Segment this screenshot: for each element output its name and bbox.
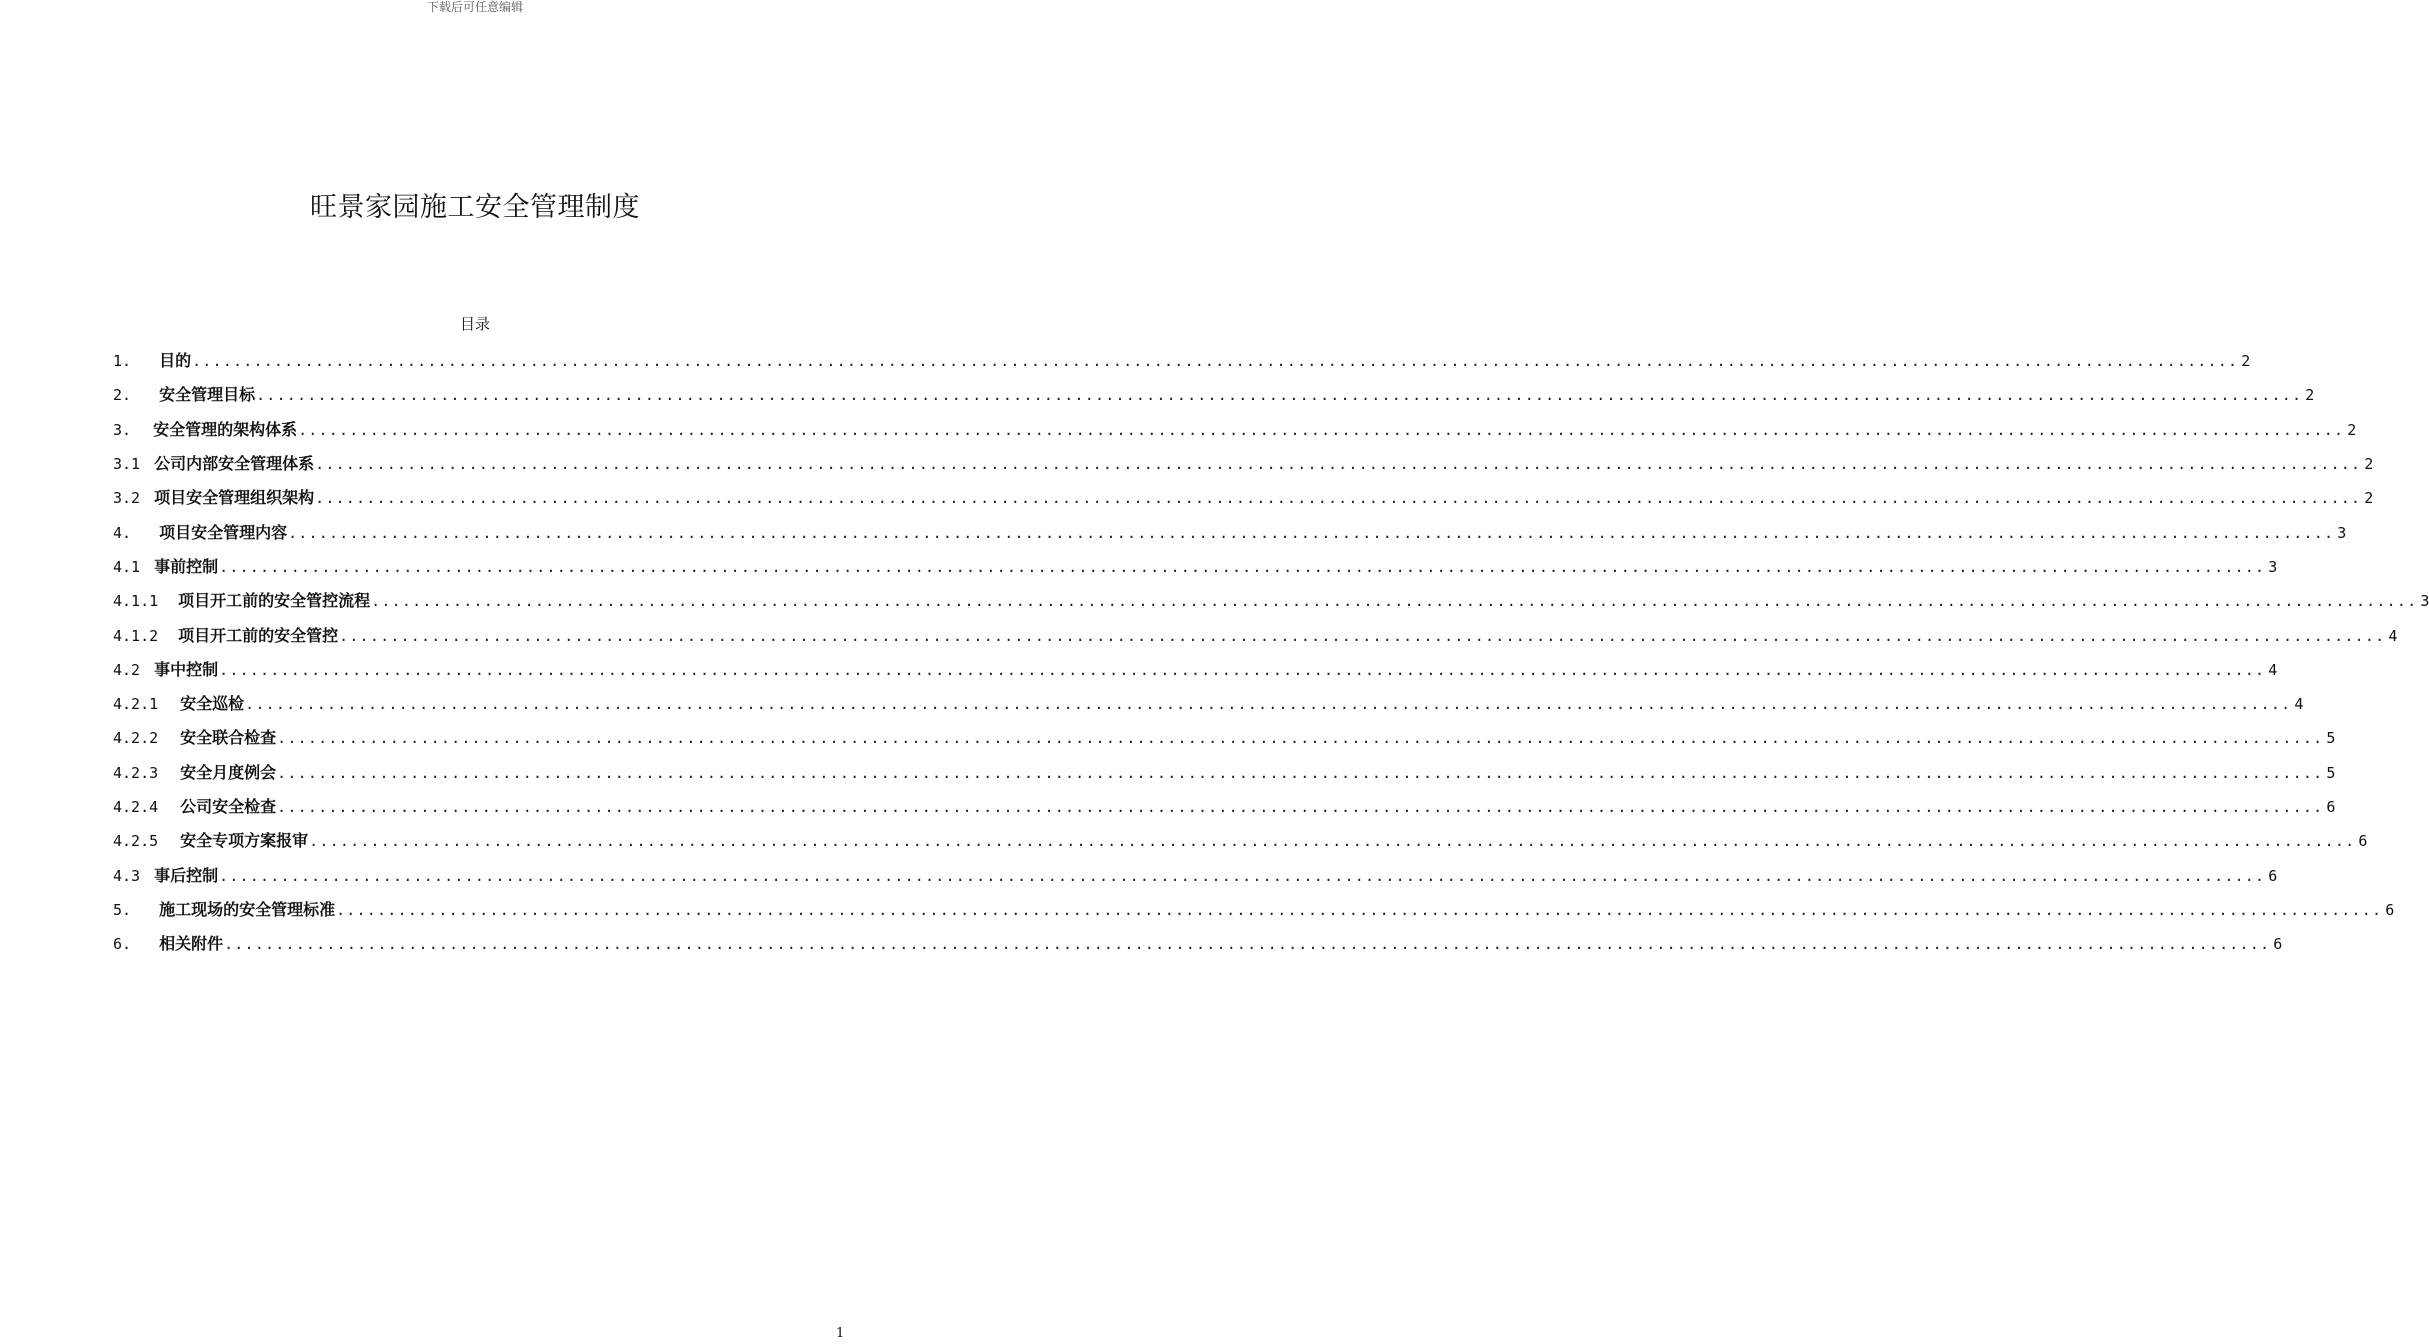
toc-entry-title: 事前控制 <box>154 556 219 576</box>
toc-entry-page: 6 <box>2358 832 2368 851</box>
footer-page-number: 1 <box>836 1326 845 1341</box>
toc-entry[interactable] <box>113 447 2374 481</box>
toc-dot-leader: ........................................................................................................................................................................................................ <box>339 626 2386 645</box>
toc-entry[interactable] <box>113 687 2304 721</box>
toc-entry-title: 项目开工前的安全管控 <box>178 625 339 645</box>
toc-dot-leader: ........................................................................................................................................................................................................ <box>315 489 2362 508</box>
toc-entry-page: 2 <box>2364 455 2374 474</box>
toc-dot-leader: ........................................................................................................................................................................................................ <box>219 866 2266 885</box>
toc-entry-title: 安全联合检查 <box>180 728 277 748</box>
toc-entry-title: 安全专项方案报审 <box>180 831 309 851</box>
toc-entry-number: 4.2 <box>113 660 141 679</box>
toc-entry-number: 4.2.1 <box>113 695 159 714</box>
toc-entry-title: 事后控制 <box>154 865 219 885</box>
toc-entry-page: 3 <box>2420 592 2429 611</box>
toc-dot-leader: ........................................................................................................................................................................................................ <box>256 386 2303 405</box>
toc-entry-title: 施工现场的安全管理标准 <box>159 899 336 919</box>
toc-entry-page: 3 <box>2268 557 2278 576</box>
toc-entry-number: 4.1.2 <box>113 626 159 645</box>
toc-entry-page: 5 <box>2326 763 2336 782</box>
toc-dot-leader: ........................................................................................................................................................................................................ <box>219 557 2266 576</box>
toc-entry-title: 公司内部安全管理体系 <box>154 454 315 474</box>
toc-entry[interactable] <box>113 893 2395 927</box>
toc-entry-number: 2. <box>113 386 132 405</box>
toc-dot-leader: ........................................................................................................................................................................................................ <box>219 660 2266 679</box>
toc-entry[interactable] <box>113 927 2283 961</box>
toc-entry-page: 2 <box>2364 489 2374 508</box>
toc-dot-leader: ........................................................................................................................................................................................................ <box>336 900 2383 919</box>
toc-entry-title: 安全月度例会 <box>180 762 277 782</box>
toc-entry-title: 安全管理的架构体系 <box>153 419 298 439</box>
toc-dot-leader: ........................................................................................................................................................................................................ <box>277 763 2324 782</box>
toc-entry-title: 项目安全管理组织架构 <box>154 488 315 508</box>
toc-entry[interactable] <box>113 413 2357 447</box>
toc-entry-number: 6. <box>113 935 132 954</box>
toc-entry[interactable] <box>113 618 2398 652</box>
toc-entry[interactable] <box>113 824 2368 858</box>
toc-entry[interactable] <box>113 515 2347 549</box>
toc-dot-leader: ........................................................................................................................................................................................................ <box>277 798 2324 816</box>
toc-entry[interactable] <box>113 584 2429 618</box>
toc-entry[interactable] <box>113 721 2336 755</box>
toc-entry-page: 4 <box>2294 695 2304 714</box>
toc-entry-number: 3. <box>113 420 132 439</box>
header-note: 下载后可任意编辑 <box>426 0 523 14</box>
toc-dot-leader: ........................................................................................................................................................................................................ <box>371 592 2418 611</box>
document-title: 旺景家园施工安全管理制度 <box>310 192 640 223</box>
toc-entry-page: 6 <box>2385 900 2395 919</box>
toc-entry-number: 4.3 <box>113 866 141 885</box>
toc-entry[interactable] <box>113 378 2315 412</box>
toc-entry-page: 3 <box>2337 523 2347 542</box>
toc-entry[interactable] <box>113 481 2374 515</box>
toc-entry-page: 4 <box>2268 660 2278 679</box>
toc-entry-number: 4.1.1 <box>113 592 159 611</box>
toc-entry-number: 4.1 <box>113 557 141 576</box>
toc-dot-leader: ........................................................................................................................................................................................................ <box>277 729 2324 748</box>
toc-entry-title: 相关附件 <box>159 934 224 954</box>
toc-entry-number: 5. <box>113 900 132 919</box>
toc-dot-leader: ........................................................................................................................................................................................................ <box>245 695 2292 714</box>
toc-entry[interactable] <box>113 344 2251 378</box>
toc-entry[interactable] <box>113 653 2278 687</box>
toc-entry[interactable] <box>113 790 2336 824</box>
toc-entry-number: 3.1 <box>113 455 141 474</box>
toc-dot-leader: ........................................................................................................................................................................................................ <box>309 832 2356 851</box>
toc-entry-page: 6 <box>2273 935 2283 954</box>
toc-entry[interactable] <box>113 550 2278 584</box>
toc-entry-title: 事中控制 <box>154 659 219 679</box>
toc-entry-number: 4.2.2 <box>113 729 159 748</box>
toc-entry-page: 2 <box>2305 386 2315 405</box>
toc-entry-page: 6 <box>2268 866 2278 885</box>
toc-entry-number: 4.2.3 <box>113 763 159 782</box>
toc-entry-number: 3.2 <box>113 489 141 508</box>
toc-dot-leader: ........................................................................................................................................................................................................ <box>224 935 2271 954</box>
toc-entry-page: 4 <box>2388 626 2398 645</box>
toc-dot-leader: ........................................................................................................................................................................................................ <box>298 420 2345 439</box>
toc-entry-title: 目的 <box>159 351 192 371</box>
toc-entry-title: 安全巡检 <box>180 694 245 714</box>
toc-entry-number: 4. <box>113 523 132 542</box>
toc-entry-title: 安全管理目标 <box>159 385 256 405</box>
toc-entry-page: 6 <box>2326 798 2336 816</box>
toc-entry-title: 项目安全管理内容 <box>159 522 288 542</box>
toc-entry-page: 5 <box>2326 729 2336 748</box>
toc-dot-leader: ........................................................................................................................................................................................................ <box>192 352 2239 371</box>
toc-entry-number: 1. <box>113 352 132 371</box>
toc-entry-title: 项目开工前的安全管控流程 <box>178 591 371 611</box>
toc-dot-leader: ........................................................................................................................................................................................................ <box>315 455 2362 474</box>
toc-dot-leader: ........................................................................................................................................................................................................ <box>288 523 2335 542</box>
toc-heading: 目录 <box>459 315 490 333</box>
toc-entry-page: 2 <box>2347 420 2357 439</box>
toc-entry-number: 4.2.4 <box>113 798 159 816</box>
toc-entry-title: 公司安全检查 <box>180 797 277 816</box>
toc-entry-number: 4.2.5 <box>113 832 159 851</box>
table-of-contents <box>113 344 2429 961</box>
toc-entry[interactable] <box>113 858 2278 892</box>
toc-entry-page: 2 <box>2241 352 2251 371</box>
toc-entry[interactable] <box>113 756 2336 790</box>
